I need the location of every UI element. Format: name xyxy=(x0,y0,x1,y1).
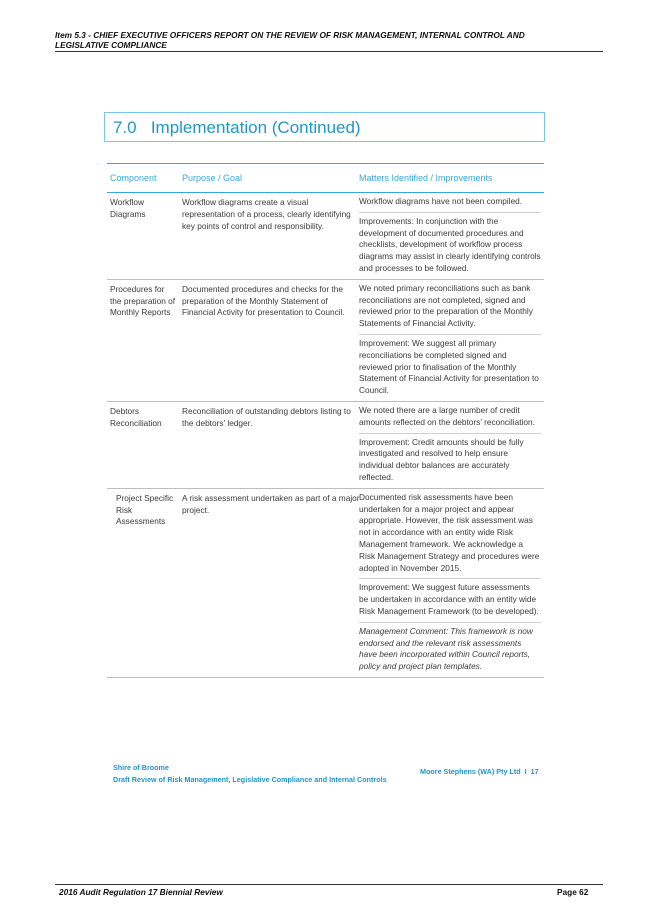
page-number: Page 62 xyxy=(557,887,589,897)
table-row xyxy=(107,402,544,489)
improvement-cell: Improvement: We suggest future assessments be undertaken in accordance with an entity wide Risk Management Framework (to be developed). xyxy=(359,578,541,621)
header-divider xyxy=(55,51,603,52)
purpose-cell: A risk assessment undertaken as part of a major project. xyxy=(182,492,360,515)
management-comment-cell: Management Comment: This framework is now endorsed and the relevant risk assessments have been incorporated within Council reports, policy and project plan templates. xyxy=(359,622,541,677)
table-row xyxy=(107,193,544,280)
section-heading-box xyxy=(104,112,545,142)
table-row xyxy=(107,280,544,402)
component-cell: Procedures for the preparation of Monthly Reports xyxy=(110,283,176,318)
report-footer-left xyxy=(113,762,387,785)
improvement-cell: Improvement: We suggest all primary reconciliations be completed signed and reviewed prior to finalisation of the Monthly Statement of Financial Activity for presentation to Council. xyxy=(359,334,541,401)
component-cell: Workflow Diagrams xyxy=(110,197,146,219)
report-page-number: 17 xyxy=(530,767,539,776)
purpose-cell: Reconciliation of outstanding debtors listing to the debtors’ ledger. xyxy=(182,405,351,428)
component-cell: Debtors Reconciliation xyxy=(110,405,162,428)
section-number: 7.0 xyxy=(113,118,137,137)
purpose-cell: Workflow diagrams create a visual representation of a process, clearly identifying key points of control and responsibility. xyxy=(182,197,351,231)
organisation-name: Shire of Broome xyxy=(113,763,169,772)
table-row xyxy=(107,489,544,678)
agenda-item-header xyxy=(55,30,603,50)
matter-cell: Documented risk assessments have been undertaken for a major project and appear appropriate. However, the risk assessment was not in accordance with an entity wide Risk Management framework. We acknowledge a Risk Management Strategy and procedures were adopted in November 2015. xyxy=(359,491,540,573)
header-line-2: LEGISLATIVE COMPLIANCE xyxy=(55,40,167,50)
improvement-cell: Improvement: Credit amounts should be fully investigated and resolved to help ensure individual debtor balances are accurately reflected. xyxy=(359,433,541,488)
section-title-text: Implementation (Continued) xyxy=(150,118,361,137)
page-footer-title: 2016 Audit Regulation 17 Biennial Review xyxy=(59,887,223,897)
table-header xyxy=(107,163,544,193)
purpose-cell: Documented procedures and checks for the preparation of the Monthly Statement of Financial Activity for presentation to Council. xyxy=(182,283,345,318)
footer-divider xyxy=(55,884,603,885)
section-title xyxy=(113,118,361,138)
report-document-title: Draft Review of Risk Management, Legislative Compliance and Internal Controls xyxy=(113,774,387,784)
header-line-1: Item 5.3 - CHIEF EXECUTIVE OFFICERS REPORT ON THE REVIEW OF RISK MANAGEMENT, INTERNAL CONTROL AND xyxy=(55,30,525,40)
report-footer-right xyxy=(420,767,539,776)
matter-cell: We noted there are a large number of credit amounts reflected on the debtors’ reconciliation. xyxy=(359,404,535,427)
header-purpose: Purpose / Goal xyxy=(182,173,243,183)
header-matters: Matters Identified / Improvements xyxy=(359,173,493,183)
implementation-table xyxy=(107,163,544,678)
matter-cell: Workflow diagrams have not been compiled. xyxy=(359,196,523,206)
matter-cell: We noted primary reconciliations such as bank reconciliations are not completed, signed and reviewed prior to the preparation of the Monthly Statements of Financial Activity. xyxy=(359,282,533,329)
firm-name: Moore Stephens (WA) Pty Ltd xyxy=(420,767,521,776)
component-cell: Project Specific Risk Assessments xyxy=(116,492,174,527)
header-component: Component xyxy=(110,173,157,183)
footer-separator: I xyxy=(524,767,527,776)
improvement-cell: Improvements: In conjunction with the development of documented procedures and checklists, development of workflow process diagrams may assist in clearly identifying controls and processes to be followed. xyxy=(359,212,541,279)
